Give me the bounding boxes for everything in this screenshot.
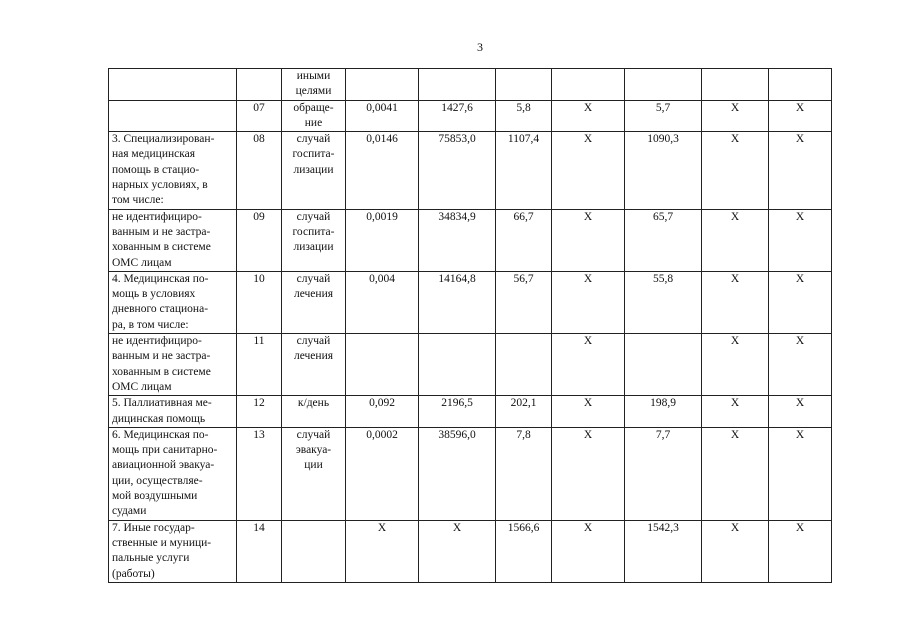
row-per-capita-cell: 66,7 [496,209,552,271]
row-oms-total-cell: X [702,132,769,209]
row-per-capita-cell [496,69,552,101]
table-row [109,520,832,582]
row-code-cell: 11 [237,334,282,396]
row-budget-cell: 65,7 [625,209,702,271]
row-name-cell: 7. Иные государ- ственные и муници- пальные услуги (работы) [109,520,237,582]
row-unit-cell: обраще- ние [282,100,346,132]
row-code-cell: 08 [237,132,282,209]
row-share-cell: X [769,334,832,396]
row-unit-cell: к/день [282,396,346,428]
row-code-cell: 09 [237,209,282,271]
row-cost-cell: 75853,0 [419,132,496,209]
row-norm-cell: 0,0019 [346,209,419,271]
row-name-cell: 4. Медицинская по- мощь в условиях дневного стациона- ра, в том числе: [109,271,237,333]
row-share-cell: X [769,209,832,271]
row-budget-cell: 55,8 [625,271,702,333]
table-row [109,396,832,428]
row-norm-cell: 0,004 [346,271,419,333]
row-share-cell: X [769,427,832,520]
row-name-cell: не идентифициро- ванным и не застра- хованным в системе ОМС лицам [109,209,237,271]
row-oms-total-cell: X [702,209,769,271]
row-oms-total-cell [702,69,769,101]
row-budget-cell: 198,9 [625,396,702,428]
row-share-cell: X [769,396,832,428]
row-cost-cell [419,69,496,101]
row-unit-cell: иными целями [282,69,346,101]
row-norm-cell [346,69,419,101]
row-cost-cell: 2196,5 [419,396,496,428]
row-unit-cell: случай госпита- лизации [282,132,346,209]
row-norm-cell: 0,0146 [346,132,419,209]
table-row [109,271,832,333]
row-share-cell: X [769,100,832,132]
row-cost-cell: X [419,520,496,582]
row-unit-cell: случай эвакуа- ции [282,427,346,520]
row-per-capita-cell: 202,1 [496,396,552,428]
row-oms-per-capita-cell: X [552,100,625,132]
table-row [109,334,832,396]
table-row [109,209,832,271]
row-oms-total-cell: X [702,520,769,582]
row-oms-per-capita-cell: X [552,520,625,582]
row-cost-cell: 1427,6 [419,100,496,132]
row-budget-cell: 1090,3 [625,132,702,209]
row-code-cell: 12 [237,396,282,428]
row-unit-cell: случай лечения [282,334,346,396]
row-norm-cell [346,334,419,396]
row-name-cell [109,69,237,101]
row-oms-total-cell: X [702,334,769,396]
row-cost-cell: 34834,9 [419,209,496,271]
row-cost-cell: 14164,8 [419,271,496,333]
row-oms-per-capita-cell: X [552,334,625,396]
row-share-cell: X [769,520,832,582]
row-code-cell: 13 [237,427,282,520]
row-norm-cell: 0,0002 [346,427,419,520]
row-budget-cell [625,69,702,101]
row-cost-cell: 38596,0 [419,427,496,520]
row-code-cell: 07 [237,100,282,132]
row-oms-per-capita-cell: X [552,427,625,520]
row-per-capita-cell: 7,8 [496,427,552,520]
row-oms-per-capita-cell: X [552,132,625,209]
row-name-cell: 5. Паллиативная ме- дицинская помощь [109,396,237,428]
row-per-capita-cell: 56,7 [496,271,552,333]
row-per-capita-cell [496,334,552,396]
row-name-cell [109,100,237,132]
row-share-cell: X [769,271,832,333]
row-oms-per-capita-cell: X [552,209,625,271]
row-code-cell: 14 [237,520,282,582]
row-per-capita-cell: 1107,4 [496,132,552,209]
row-oms-total-cell: X [702,271,769,333]
row-name-cell: не идентифициро- ванным и не застра- хованным в системе ОМС лицам [109,334,237,396]
row-cost-cell [419,334,496,396]
table-row [109,427,832,520]
row-budget-cell: 1542,3 [625,520,702,582]
page-number: 3 [477,40,483,54]
row-budget-cell [625,334,702,396]
row-norm-cell: 0,0041 [346,100,419,132]
row-budget-cell: 7,7 [625,427,702,520]
row-norm-cell: X [346,520,419,582]
row-code-cell: 10 [237,271,282,333]
row-code-cell [237,69,282,101]
table-row [109,69,832,101]
row-oms-per-capita-cell [552,69,625,101]
row-per-capita-cell: 1566,6 [496,520,552,582]
table-row [109,132,832,209]
row-unit-cell: случай госпита- лизации [282,209,346,271]
financing-table [108,68,832,583]
table-row [109,100,832,132]
row-name-cell: 3. Специализирован- ная медицинская помощь в стацио- нарных условиях, в том числе: [109,132,237,209]
row-oms-total-cell: X [702,427,769,520]
row-oms-per-capita-cell: X [552,271,625,333]
row-oms-per-capita-cell: X [552,396,625,428]
row-unit-cell [282,520,346,582]
row-name-cell: 6. Медицинская по- мощь при санитарно- авиационной эвакуа- ции, осуществляе- мой воздушными судами [109,427,237,520]
row-norm-cell: 0,092 [346,396,419,428]
row-share-cell: X [769,132,832,209]
row-share-cell [769,69,832,101]
row-unit-cell: случай лечения [282,271,346,333]
row-budget-cell: 5,7 [625,100,702,132]
row-oms-total-cell: X [702,100,769,132]
row-per-capita-cell: 5,8 [496,100,552,132]
row-oms-total-cell: X [702,396,769,428]
